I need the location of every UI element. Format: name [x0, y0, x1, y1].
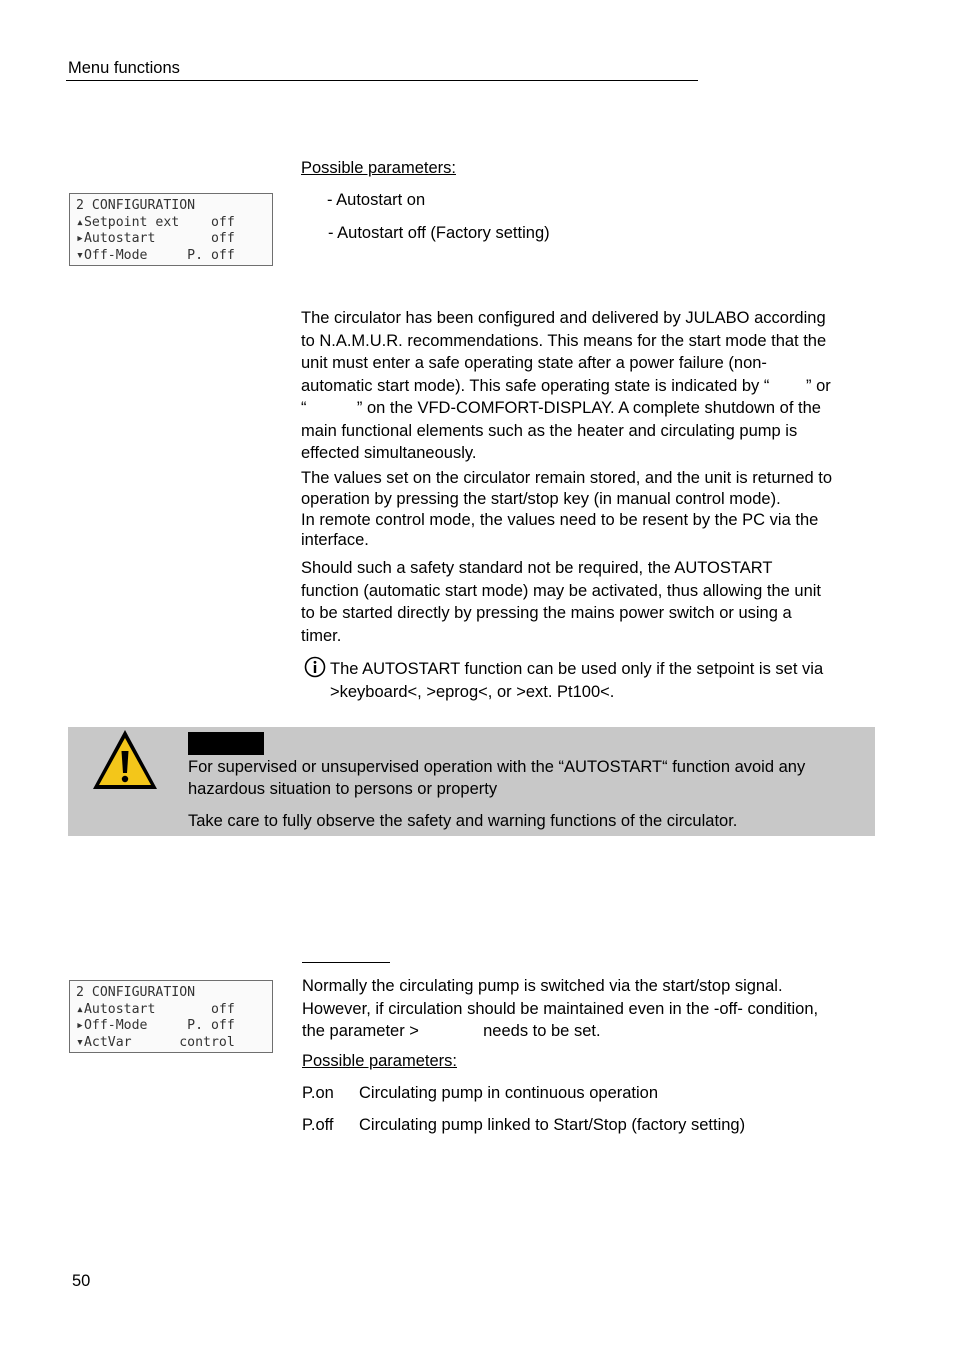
possible-parameters-label: Possible parameters:	[302, 1052, 457, 1070]
warning-triangle-icon	[90, 727, 160, 793]
lcd-row: ▾Off-Mode P. off	[76, 247, 235, 263]
text-line: “ ” on the VFD-COMFORT-DISPLAY. A complete shutdown of the	[301, 399, 821, 417]
text-line: automatic start mode). This safe operating state is indicated by “ ” or	[301, 376, 831, 395]
text-line: However, if circulation should be maintained even in the -off- condition,	[302, 999, 819, 1018]
page-number: 50	[72, 1272, 91, 1290]
info-note	[330, 658, 890, 703]
lcd-row: ▸Off-Mode P. off	[76, 1018, 235, 1034]
text-line: The AUTOSTART function can be used only if the setpoint is set via	[330, 660, 824, 678]
text-line: Should such a safety standard not be required, the AUTOSTART	[301, 559, 773, 577]
param-key: P.off	[302, 1116, 334, 1134]
warning-text-line: Take care to fully observe the safety and warning functions of the circulator.	[188, 812, 738, 830]
text-line: interface.	[301, 531, 369, 550]
text-line: >keyboard<, >eprog<, or >ext. Pt100<.	[330, 682, 615, 701]
param-desc: Circulating pump in continuous operation	[359, 1084, 659, 1102]
text-line: to be started directly by pressing the mains power switch or using a	[301, 604, 792, 622]
warning-box	[68, 727, 875, 836]
info-icon	[304, 656, 326, 678]
paragraph-circulating-pump	[302, 975, 882, 1043]
param-key: P.on	[302, 1084, 334, 1102]
text-line: unit must enter a safe operating state after a power failure (non-	[301, 354, 767, 372]
text-line: function (automatic start mode) may be activated, thus allowing the unit	[301, 581, 822, 600]
lcd-row: ▴Autostart off	[76, 1001, 235, 1017]
warning-label-bar	[188, 732, 264, 755]
option-autostart-on: - Autostart on	[327, 191, 426, 209]
text-line: the parameter > needs to be set.	[302, 1022, 601, 1040]
text-line: timer.	[301, 626, 342, 645]
lcd-display-off-mode	[69, 980, 273, 1053]
param-desc: Circulating pump linked to Start/Stop (factory setting)	[359, 1116, 746, 1134]
running-header: Menu functions	[68, 59, 180, 77]
text-line: The circulator has been configured and delivered by JULABO according	[301, 309, 826, 327]
option-autostart-off: - Autostart off (Factory setting)	[328, 224, 550, 242]
possible-parameters-label: Possible parameters:	[301, 159, 456, 177]
lcd-row: ▾ActVar control	[76, 1034, 235, 1050]
paragraph-autostart-function	[301, 557, 881, 647]
text-line: operation by pressing the start/stop key (in manual control mode).	[301, 489, 781, 508]
text-line: effected simultaneously.	[301, 444, 477, 462]
heading-underline	[302, 962, 390, 963]
header-rule	[66, 80, 698, 81]
warning-text-line: hazardous situation to persons or property	[188, 780, 498, 798]
lcd-row: ▸Autostart off	[76, 231, 235, 247]
text-line: In remote control mode, the values need to be resent by the PC via the	[301, 510, 819, 529]
lcd-row: ▴Setpoint ext off	[76, 214, 235, 230]
lcd-row: 2 CONFIGURATION	[76, 198, 196, 213]
text-line: The values set on the circulator remain stored, and the unit is returned to	[301, 469, 833, 487]
text-line: Normally the circulating pump is switched via the start/stop signal.	[302, 977, 783, 995]
paragraph-namur	[301, 307, 881, 465]
lcd-display-autostart	[69, 193, 273, 266]
warning-text-line: For supervised or unsupervised operation with the “AUTOSTART“ function avoid any	[188, 758, 806, 776]
text-line: main functional elements such as the heater and circulating pump is	[301, 421, 798, 440]
paragraph-values-stored	[301, 468, 881, 551]
lcd-row: 2 CONFIGURATION	[76, 985, 196, 1000]
text-line: to N.A.M.U.R. recommendations. This means for the start mode that the	[301, 331, 827, 350]
